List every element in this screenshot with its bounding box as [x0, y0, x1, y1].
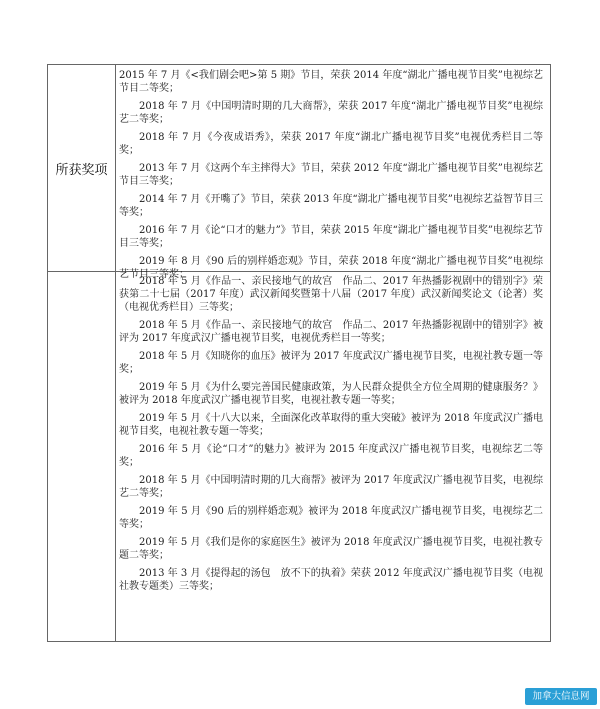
awards-table — [47, 64, 551, 642]
awards-cell-1 — [116, 69, 546, 280]
award-entry: 2019 年 5 月《我们是你的家庭医生》被评为 2018 年度武汉广播电视节目奖，电视社教专题二等奖； — [119, 537, 543, 561]
award-entry: 2016 年 5 月《论“口才”的魅力》被评为 2015 年度武汉广播电视节目奖，电视综艺二等奖； — [119, 444, 543, 468]
award-entry: 2015 年 7 月《<我们剧会吧>第 5 期》节目，荣获 2014 年度“湖北广播电视节目奖”电视综艺节目二等奖； — [119, 70, 543, 94]
award-entry: 2013 年 7 月《这两个车主摔得大》节目，荣获 2012 年度“湖北广播电视节目奖”电视综艺节目三等奖； — [119, 163, 543, 187]
award-entry: 2013 年 3 月《提得起的汤包 放不下的执着》荣获 2012 年度武汉广播电视节目奖（电视社教专题类）三等奖； — [119, 568, 543, 592]
award-entry: 2018 年 5 月《知晓你的血压》被评为 2017 年度武汉广播电视节目奖，电视社教专题一等奖； — [119, 351, 543, 375]
award-entry: 2018 年 7 月《今夜成语秀》，荣获 2017 年度“湖北广播电视节目奖”电视优秀栏目二等奖； — [119, 132, 543, 156]
award-entry: 2019 年 5 月《为什么要完善国民健康政策，为人民群众提供全方位全周期的健康服务？》被评为 2018 年度武汉广播电视节目奖，电视社教专题一等奖； — [119, 382, 543, 406]
award-entry: 2016 年 7 月《论“口才的魅力”》节目，荣获 2015 年度“湖北广播电视节目奖”电视综艺节目三等奖； — [119, 225, 543, 249]
award-entry: 2019 年 5 月《十八大以来，全面深化改革取得的重大突破》被评为 2018 年度武汉广播电视节目奖，电视社教专题一等奖； — [119, 413, 543, 437]
award-entry: 2018 年 5 月《作品一、亲民接地气的故宫 作品二、2017 年热播影视剧中的错别字》被评为 2017 年度武汉广播电视节目奖，电视优秀栏目一等奖； — [119, 320, 543, 344]
award-entry: 2014 年 7 月《开嘴了》节目，荣获 2013 年度“湖北广播电视节目奖”电视综艺益智节目三等奖； — [119, 194, 543, 218]
award-entry: 2018 年 5 月《中国明清时期的几大商帮》被评为 2017 年度武汉广播电视节目奖，电视综艺二等奖； — [119, 475, 543, 499]
row-label: 所获奖项 — [55, 162, 108, 178]
award-entry: 2018 年 7 月《中国明清时期的几大商帮》，荣获 2017 年度“湖北广播电视节目奖”电视综艺二等奖； — [119, 101, 543, 125]
award-entry: 2018 年 5 月《作品一、亲民接地气的故宫 作品二、2017 年热播影视剧中的错别字》荣获第二十七届（2017 年度）武汉新闻奖暨第十八届（2017 年度）武汉新闻奖论文（论著）奖（电视优秀栏目）三等奖； — [119, 276, 543, 313]
awards-cell-2 — [116, 275, 546, 635]
award-entry: 2019 年 8 月《90 后的别样婚恋观》节目，荣获 2018 年度“湖北广播电视节目奖”电视综艺节目三等奖； — [119, 256, 543, 280]
award-entry: 2019 年 5 月《90 后的别样婚恋观》被评为 2018 年度武汉广播电视节目奖，电视综艺二等奖； — [119, 506, 543, 530]
watermark-badge: 加拿大信息网 — [525, 688, 597, 705]
